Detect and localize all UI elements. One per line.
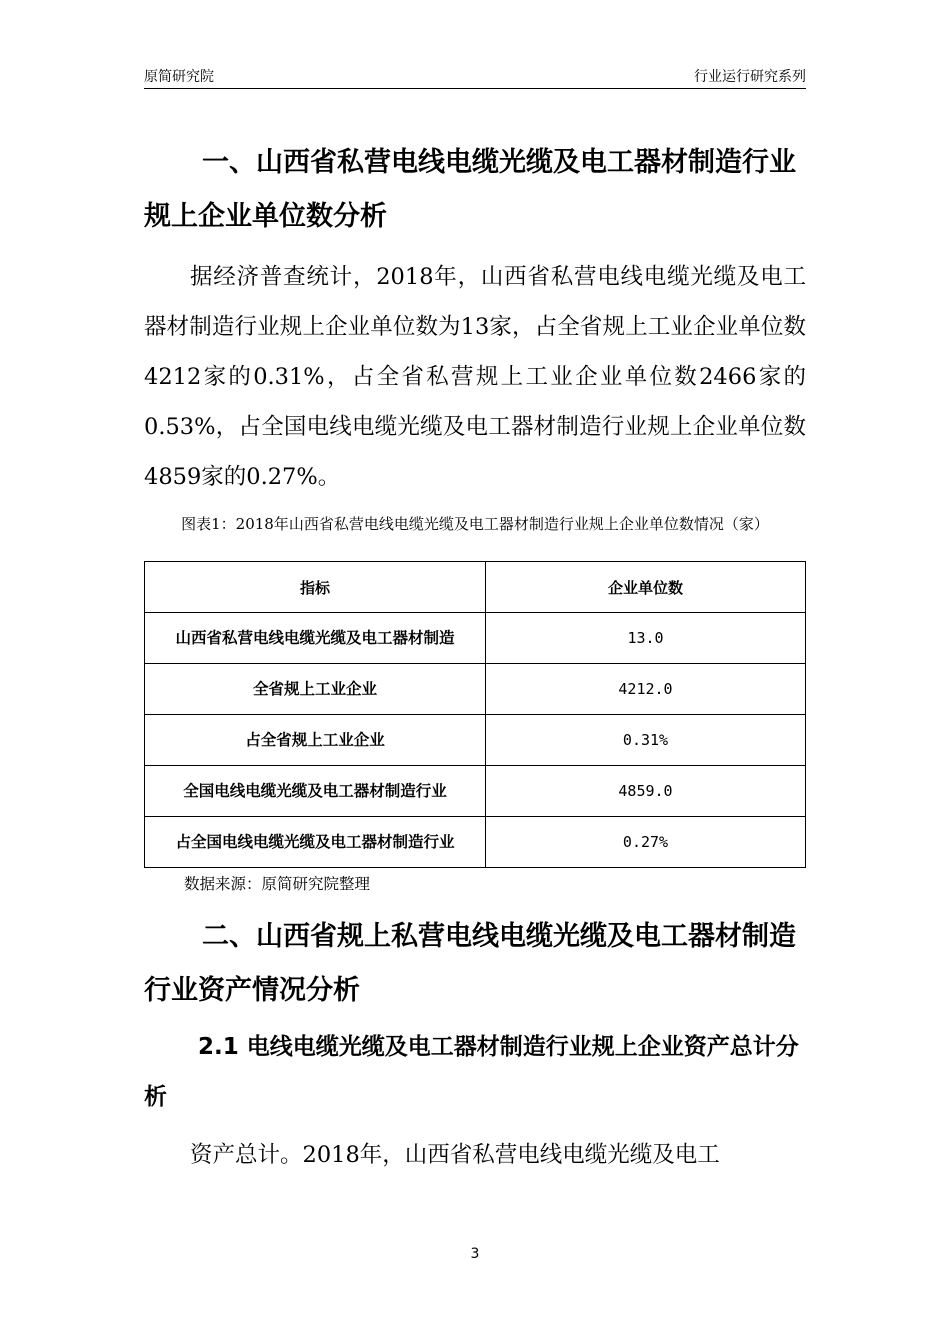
row-value: 0.31% <box>486 715 806 766</box>
table1-caption: 图表1：2018年山西省私营电线电缆光缆及电工器材制造行业规上企业单位数情况（家） <box>181 515 769 533</box>
row-label: 全省规上工业企业 <box>145 664 486 715</box>
enterprise-count-table <box>144 561 806 868</box>
column-header-enterprise-count: 企业单位数 <box>486 562 806 613</box>
column-header-indicator: 指标 <box>145 562 486 613</box>
section1-title: 一、山西省私营电线电缆光缆及电工器材制造行业规上企业单位数分析 <box>144 147 796 232</box>
row-value: 13.0 <box>486 613 806 664</box>
header-series-name: 行业运行研究系列 <box>694 69 806 85</box>
table-row <box>145 613 806 664</box>
row-label: 全国电线电缆光缆及电工器材制造行业 <box>145 766 486 817</box>
row-label: 占全国电线电缆光缆及电工器材制造行业 <box>145 817 486 868</box>
table-row <box>145 715 806 766</box>
section1-paragraph: 据经济普查统计，2018年，山西省私营电线电缆光缆及电工器材制造行业规上企业单位数为13家，占全省规上工业企业单位数4212家的0.31%，占全省私营规上工业企业单位数2466家的0.53%，占全国电线电缆光缆及电工器材制造行业规上企业单位数4859家的0.27%。 <box>144 264 806 490</box>
table-header-row <box>145 562 806 613</box>
table1-source: 数据来源：原简研究院整理 <box>184 875 371 893</box>
section2-subtitle: 2.1 电线电缆光缆及电工器材制造行业规上企业资产总计分析 <box>144 1034 799 1110</box>
table-row <box>145 664 806 715</box>
page-number: 3 <box>470 1246 480 1262</box>
row-value: 0.27% <box>486 817 806 868</box>
table-row <box>145 766 806 817</box>
page-header <box>144 62 806 89</box>
row-value: 4212.0 <box>486 664 806 715</box>
header-org-name: 原简研究院 <box>144 69 214 85</box>
row-label: 占全省规上工业企业 <box>145 715 486 766</box>
table-row <box>145 817 806 868</box>
section2-paragraph: 资产总计。2018年，山西省私营电线电缆光缆及电工 <box>190 1142 720 1168</box>
section2-title: 二、山西省规上私营电线电缆光缆及电工器材制造行业资产情况分析 <box>144 921 796 1006</box>
row-value: 4859.0 <box>486 766 806 817</box>
row-label: 山西省私营电线电缆光缆及电工器材制造 <box>145 613 486 664</box>
